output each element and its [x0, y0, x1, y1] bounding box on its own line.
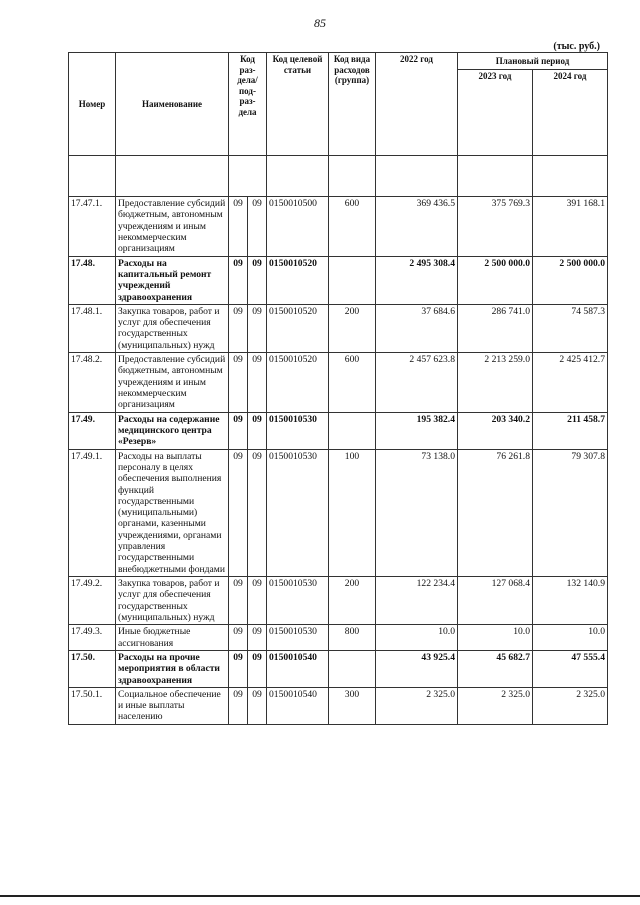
row-value-2023: 45 682.7	[458, 650, 533, 687]
footer-rule	[0, 895, 640, 897]
row-name: Предоставление субсидий бюджетным, автономным учреждениям и иным некоммерческим организациям	[116, 197, 229, 257]
row-subsection: 09	[248, 412, 267, 449]
row-number: 17.49.2.	[69, 577, 116, 625]
row-subsection: 09	[248, 449, 267, 576]
table-row	[69, 412, 608, 449]
row-value-2022: 10.0	[376, 625, 458, 651]
spacer-row	[69, 156, 608, 197]
row-target-code: 0150010520	[267, 353, 329, 413]
row-value-2024: 2 500 000.0	[533, 256, 608, 304]
row-value-2022: 37 684.6	[376, 304, 458, 352]
header-number: Номер	[69, 53, 116, 156]
row-value-2023: 2 500 000.0	[458, 256, 533, 304]
row-value-2023: 127 068.4	[458, 577, 533, 625]
table-row	[69, 577, 608, 625]
row-name: Предоставление субсидий бюджетным, автономным учреждениям и иным некоммерческим организациям	[116, 353, 229, 413]
row-value-2024: 211 458.7	[533, 412, 608, 449]
header-section-code: Код раз-дела/ под-раз-дела	[229, 53, 267, 156]
row-subsection: 09	[248, 304, 267, 352]
row-subsection: 09	[248, 197, 267, 257]
row-name: Закупка товаров, работ и услуг для обеспечения государственных (муниципальных) нужд	[116, 304, 229, 352]
row-value-2023: 2 213 259.0	[458, 353, 533, 413]
row-target-code: 0150010500	[267, 197, 329, 257]
page-number: 85	[314, 16, 326, 30]
row-name: Иные бюджетные ассигнования	[116, 625, 229, 651]
table-row	[69, 304, 608, 352]
row-value-2022: 195 382.4	[376, 412, 458, 449]
row-value-2024: 10.0	[533, 625, 608, 651]
table-row	[69, 256, 608, 304]
row-expense-code: 200	[329, 577, 376, 625]
row-value-2023: 10.0	[458, 625, 533, 651]
row-section: 09	[229, 304, 248, 352]
row-name: Закупка товаров, работ и услуг для обеспечения государственных (муниципальных) нужд	[116, 577, 229, 625]
row-expense-code: 100	[329, 449, 376, 576]
row-target-code: 0150010530	[267, 449, 329, 576]
table-row	[69, 197, 608, 257]
row-expense-code	[329, 650, 376, 687]
row-value-2022: 369 436.5	[376, 197, 458, 257]
table-body	[69, 156, 608, 725]
row-target-code: 0150010540	[267, 687, 329, 724]
row-target-code: 0150010520	[267, 256, 329, 304]
row-value-2024: 132 140.9	[533, 577, 608, 625]
row-subsection: 09	[248, 256, 267, 304]
row-subsection: 09	[248, 353, 267, 413]
row-subsection: 09	[248, 650, 267, 687]
row-expense-code: 300	[329, 687, 376, 724]
row-value-2023: 203 340.2	[458, 412, 533, 449]
row-name: Расходы на капитальный ремонт учреждений здравоохранения	[116, 256, 229, 304]
row-value-2024: 2 325.0	[533, 687, 608, 724]
row-value-2023: 286 741.0	[458, 304, 533, 352]
table-row	[69, 650, 608, 687]
row-number: 17.48.1.	[69, 304, 116, 352]
row-target-code: 0150010530	[267, 577, 329, 625]
row-expense-code	[329, 412, 376, 449]
row-value-2024: 47 555.4	[533, 650, 608, 687]
row-expense-code: 800	[329, 625, 376, 651]
table-row	[69, 449, 608, 576]
units-label: (тыс. руб.)	[553, 41, 600, 52]
header-name: Наименование	[116, 53, 229, 156]
table-row	[69, 353, 608, 413]
row-value-2023: 76 261.8	[458, 449, 533, 576]
row-value-2024: 391 168.1	[533, 197, 608, 257]
row-expense-code	[329, 256, 376, 304]
row-number: 17.48.2.	[69, 353, 116, 413]
header-expense-code: Код вида расходов (группа)	[329, 53, 376, 156]
row-section: 09	[229, 449, 248, 576]
row-value-2024: 2 425 412.7	[533, 353, 608, 413]
row-value-2022: 122 234.4	[376, 577, 458, 625]
row-number: 17.49.	[69, 412, 116, 449]
row-target-code: 0150010540	[267, 650, 329, 687]
header-year-2023: 2023 год	[458, 70, 533, 156]
row-subsection: 09	[248, 577, 267, 625]
row-target-code: 0150010530	[267, 625, 329, 651]
row-value-2022: 2 457 623.8	[376, 353, 458, 413]
table-row	[69, 625, 608, 651]
row-section: 09	[229, 650, 248, 687]
row-number: 17.49.3.	[69, 625, 116, 651]
row-value-2024: 79 307.8	[533, 449, 608, 576]
header-year-2022: 2022 год	[376, 53, 458, 156]
row-section: 09	[229, 197, 248, 257]
row-section: 09	[229, 625, 248, 651]
row-section: 09	[229, 577, 248, 625]
row-expense-code: 600	[329, 353, 376, 413]
row-value-2022: 2 325.0	[376, 687, 458, 724]
header-planning-period: Плановый период	[458, 53, 608, 70]
row-target-code: 0150010520	[267, 304, 329, 352]
row-subsection: 09	[248, 687, 267, 724]
row-value-2023: 375 769.3	[458, 197, 533, 257]
header-target-code: Код целевой статьи	[267, 53, 329, 156]
row-name: Расходы на прочие мероприятия в области здравоохранения	[116, 650, 229, 687]
row-number: 17.49.1.	[69, 449, 116, 576]
row-value-2022: 43 925.4	[376, 650, 458, 687]
row-number: 17.48.	[69, 256, 116, 304]
row-target-code: 0150010530	[267, 412, 329, 449]
row-section: 09	[229, 412, 248, 449]
row-section: 09	[229, 353, 248, 413]
row-number: 17.47.1.	[69, 197, 116, 257]
row-name: Расходы на выплаты персоналу в целях обеспечения выполнения функций государственными (муниципальными) органами, казенными учреждениями, органами управления государственными внебюджетными фондами	[116, 449, 229, 576]
row-number: 17.50.	[69, 650, 116, 687]
row-section: 09	[229, 687, 248, 724]
budget-table	[68, 52, 608, 725]
table-row	[69, 687, 608, 724]
row-name: Социальное обеспечение и иные выплаты населению	[116, 687, 229, 724]
row-value-2024: 74 587.3	[533, 304, 608, 352]
header-year-2024: 2024 год	[533, 70, 608, 156]
row-value-2023: 2 325.0	[458, 687, 533, 724]
row-expense-code: 200	[329, 304, 376, 352]
row-value-2022: 73 138.0	[376, 449, 458, 576]
row-number: 17.50.1.	[69, 687, 116, 724]
row-value-2022: 2 495 308.4	[376, 256, 458, 304]
row-name: Расходы на содержание медицинского центра «Резерв»	[116, 412, 229, 449]
row-subsection: 09	[248, 625, 267, 651]
row-expense-code: 600	[329, 197, 376, 257]
row-section: 09	[229, 256, 248, 304]
